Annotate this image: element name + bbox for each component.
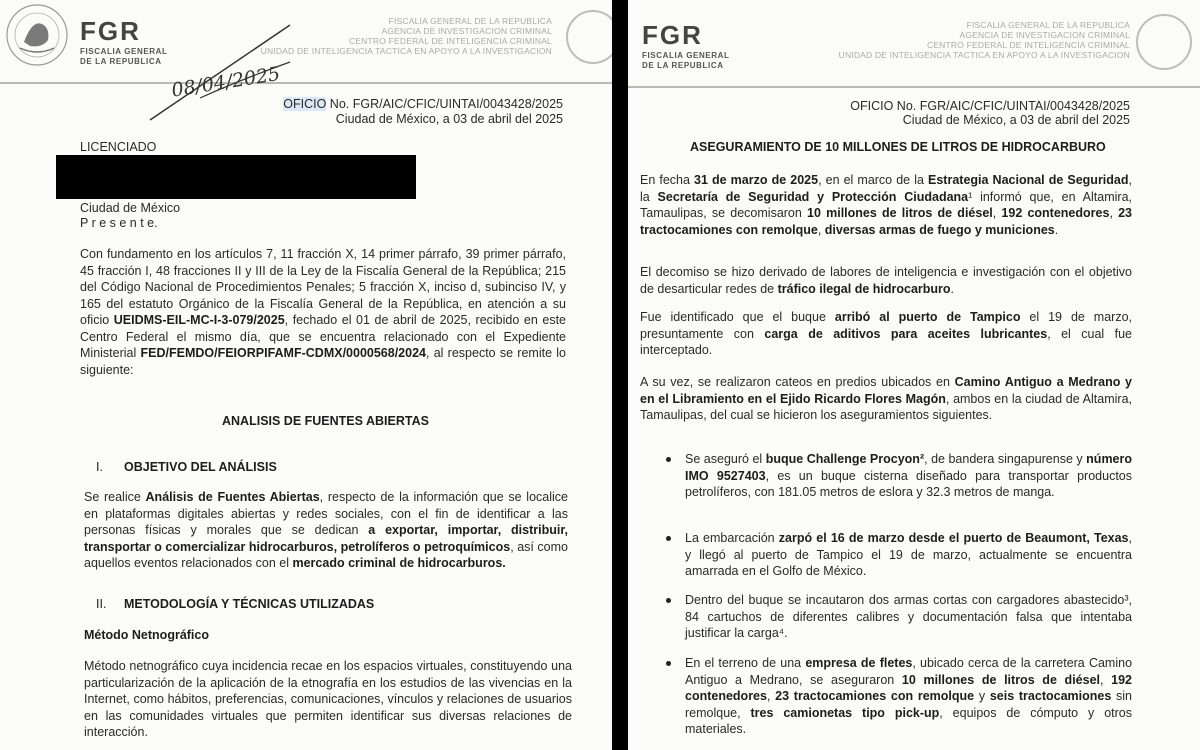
redaction-box xyxy=(56,155,416,199)
section-title: ANALISIS DE FUENTES ABIERTAS xyxy=(222,414,429,428)
objective-paragraph: Se realice Análisis de Fuentes Abiertas, respecto de la información que se localice en plataformas digitales abiertas y redes sociales, con el fin de identificar a las personas físicas y morales que se dedican a exportar, importar, distribuir, transportar o comercializar hidrocarburos, petrolíferos o petroquímicos, así como aquellos eventos relacionados con el mercado criminal de hidrocarburos. xyxy=(84,490,568,570)
header-divider xyxy=(0,82,612,84)
handwritten-date: 08/04/2025 xyxy=(170,62,282,102)
recipient-title: LICENCIADO xyxy=(80,140,157,154)
section-2-title: METODOLOGÍA Y TÉCNICAS UTILIZADAS xyxy=(124,597,375,611)
method-paragraph: Método netnográfico cuya incidencia recae en los espacios virtuales, constituyendo una particularización de la aplicación de la etnografía en los estudios de las vivencias en la Internet, como hábitos, preferencias, comunicaciones, vínculos y relaciones de usuarios en las comunidades virtuales que permiten identificar sus diversas relaciones de interacción. xyxy=(84,659,572,739)
bullet-dot xyxy=(666,457,671,462)
bullet-1: Se aseguró el buque Challenge Procyon², de bandera singapurense y número IMO 9527403, es un buque cisterna diseñado para transportar productos petrolíferos, con 181.05 metros de eslora y 32.3 metros de manga. xyxy=(685,452,1133,499)
bullet-dot xyxy=(666,536,671,541)
agency-header: FISCALIA GENERAL DE LA REPUBLICA AGENCIA DE INVESTIGACION CRIMINAL CENTRO FEDERAL DE INTELIGENCIA CRIMINAL UNIDAD DE INTELIGENCIA TACTICA EN APOYO A LA INVESTIGACION xyxy=(838,20,1130,60)
section-title: ASEGURAMIENTO DE 10 MILLONES DE LITROS DE HIDROCARBURO xyxy=(690,140,1106,154)
date-line: Ciudad de México, a 03 de abril del 2025 xyxy=(902,113,1130,127)
bullet-4: En el terreno de una empresa de fletes, ubicado cerca de la carretera Camino Antiguo a Medrano, se aseguraron 10 millones de litros de diésel, 192 contenedores, 23 tractocamiones con remolque y seis tractocamiones sin remolque, tres camionetas tipo pick-up, equipos de cómputo y otros materiales. xyxy=(685,656,1133,736)
bullet-dot xyxy=(666,598,671,603)
header-divider xyxy=(628,86,1200,88)
bullet-3: Dentro del buque se incautaron dos armas cortas con cargadores abastecido³, 84 cartuchos de diferentes calibres y documentación falsa que intentaba justificar la carga⁴. xyxy=(685,593,1132,640)
stamp-circle xyxy=(1136,14,1192,70)
presente: P r e s e n t e. xyxy=(80,216,158,230)
paragraph-2: El decomiso se hizo derivado de labores de inteligencia e investigación con el objetivo de desarticular redes de tráfico ilegal de hidrocarburo. xyxy=(640,265,1132,296)
method-title: Método Netnográfico xyxy=(84,628,209,642)
section-1-number: I. xyxy=(96,460,103,474)
section-2-number: II. xyxy=(96,597,107,611)
paragraph-1: En fecha 31 de marzo de 2025, en el marco de la Estrategia Nacional de Seguridad, la Secretaría de Seguridad y Protección Ciudadana¹ informó que, en Altamira, Tamaulipas, se decomisaron 10 millones de litros de diésel, 192 contenedores, 23 tractocamiones con remolque, diversas armas de fuego y municiones. xyxy=(640,173,1133,237)
oficio-number: OFICIO No. FGR/AIC/CFIC/UINTAI/0043428/2025 xyxy=(283,97,563,111)
intro-paragraph: Con fundamento en los artículos 7, 11 fracción X, 14 primer párrafo, 39 primer párrafo, 45 fracción I, 48 fracciones II y III de la Ley de la Fiscalía General de la República; 215 del Código Nacional de Procedimientos Penales; 5 fracción X, inciso d, subinciso IV, y 165 del estatuto Orgánico de la Fiscalía General de la República, en atención a su oficio UEIDMS-EIL-MC-I-3-079/2025, fechado el 01 de abril de 2025, recibido en este Centro Federal el mismo día, que se encuentra relacionado con el Expediente Ministerial FED/FEMDO/FEIORPIFAMF-CDMX/0000568/2024, al respecto se remite lo siguiente: xyxy=(80,247,566,377)
recipient-city: Ciudad de México xyxy=(80,201,181,215)
bullet-dot xyxy=(666,661,671,666)
fgr-logo: FGR FISCALIA GENERAL DE LA REPUBLICA xyxy=(80,16,168,66)
mexican-seal-icon xyxy=(2,2,72,68)
bullet-2: La embarcación zarpó el 16 de marzo desde el puerto de Beaumont, Texas, y llegó al puerto de Tampico el 19 de marzo, actualmente se encuentra amarrada en el Golfo de México. xyxy=(685,531,1132,578)
fgr-logo: FGR FISCALIA GENERAL DE LA REPUBLICA xyxy=(642,20,730,70)
document-page-right xyxy=(628,0,1200,750)
paragraph-4: A su vez, se realizaron cateos en predios ubicados en Camino Antiguo a Medrano y en el Libramiento en el Ejido Ricardo Flores Magón, ambos en la ciudad de Altamira, Tamaulipas, del cual se hicieron los aseguramientos siguientes. xyxy=(640,375,1133,422)
agency-header: FISCALIA GENERAL DE LA REPUBLICA AGENCIA DE INVESTIGACION CRIMINAL CENTRO FEDERAL DE INTELIGENCIA CRIMINAL UNIDAD DE INTELIGENCIA TACTICA EN APOYO A LA INVESTIGACION xyxy=(260,16,552,56)
oficio-number: OFICIO No. FGR/AIC/CFIC/UINTAI/0043428/2025 xyxy=(850,99,1130,113)
date-line: Ciudad de México, a 03 de abril del 2025 xyxy=(335,112,563,126)
paragraph-3: Fue identificado que el buque arribó al puerto de Tampico el 19 de marzo, presuntamente con carga de aditivos para aceites lubricantes, el cual fue interceptado. xyxy=(640,310,1132,357)
section-1-title: OBJETIVO DEL ANÁLISIS xyxy=(124,460,277,474)
stamp-circle xyxy=(566,10,612,64)
